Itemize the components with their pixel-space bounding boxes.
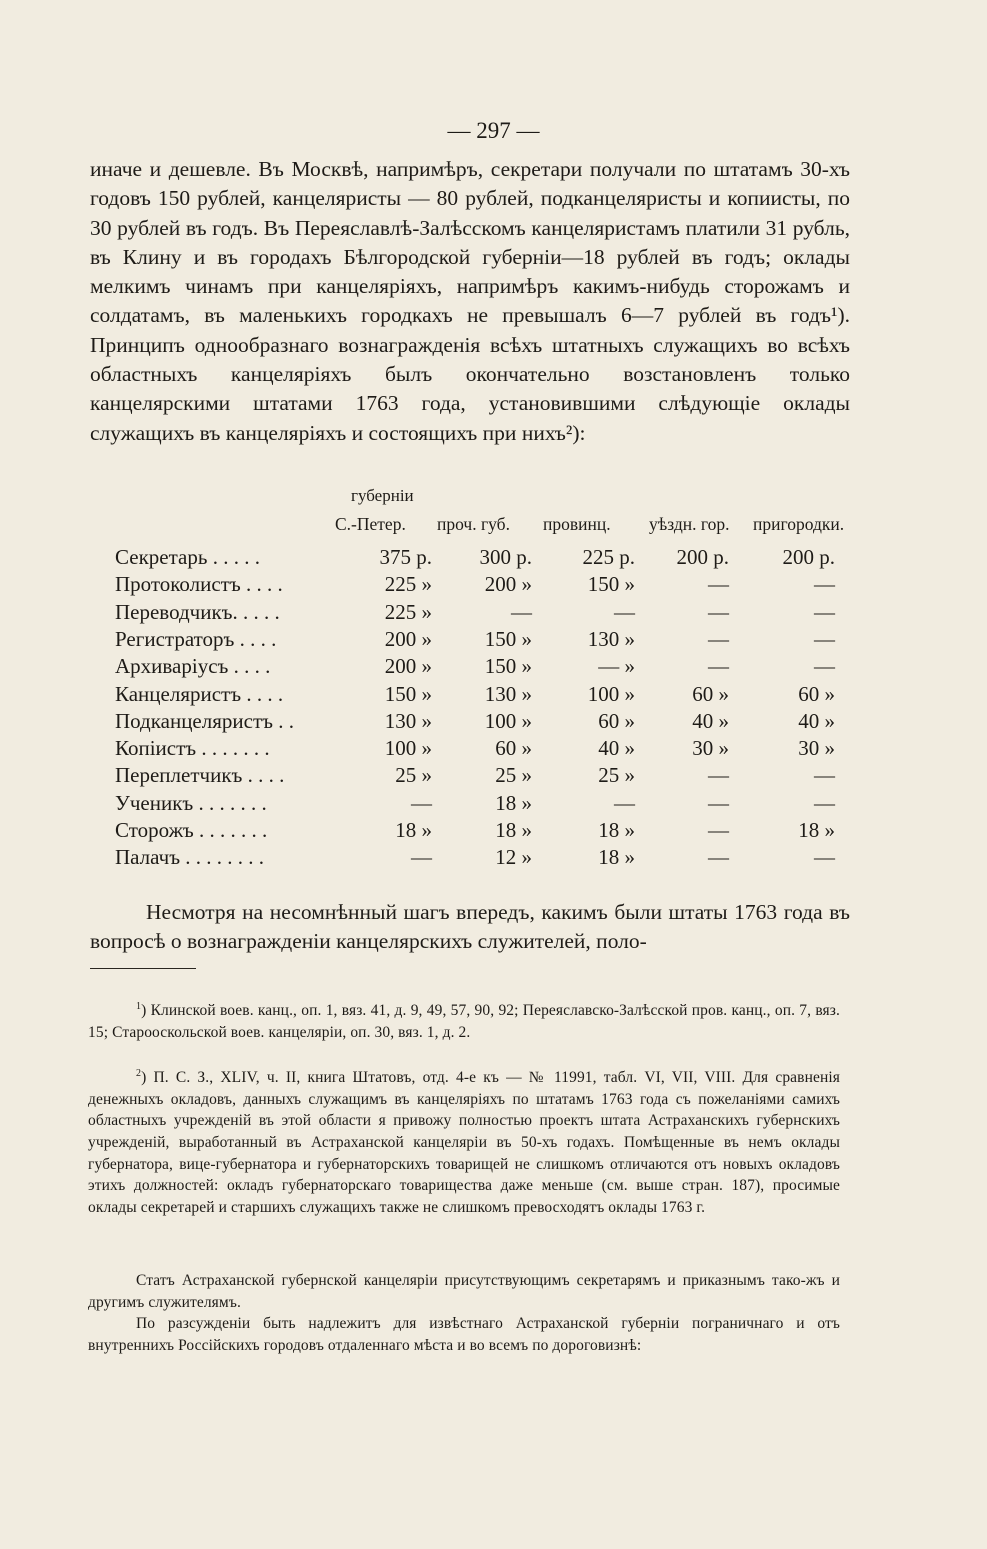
body-paragraph-1: иначе и дешевле. Въ Москвѣ, напримѣръ, секретари получали по штатамъ 30-хъ годовъ 150 рублей, канцеляристы — 80 рублей, подканцеляристы и копиисты, по 30 рублей въ годъ. Въ Переяславлѣ-Залѣсскомъ канцеляристамъ платили 31 рубль, въ Клину и въ городахъ Бѣлгородской губерніи—18 рублей въ годъ; оклады мелкимъ чинамъ при канцеляріяхъ, напримѣръ какимъ-нибудь сторожамъ и солдатамъ, въ маленькихъ городкахъ не превышалъ 6—7 рублей въ годъ¹). Принципъ однообразнаго вознагражденія всѣхъ штатныхъ служащихъ во всѣхъ областныхъ канцеляріяхъ былъ окончательно возстановленъ только канцелярскими штатами 1763 года, установившими слѣдующіе оклады служащихъ въ канцеляріяхъ и состоящихъ при нихъ²):: [90, 157, 850, 445]
page-number: — 297 —: [447, 118, 540, 143]
table-cell: 300 р.: [479, 545, 532, 569]
table-cell: 18 »: [495, 818, 532, 842]
column-header: проч. губ.: [437, 514, 510, 534]
table-cell: —: [814, 763, 835, 788]
table-cell: — »: [598, 654, 635, 679]
table-cell: —: [708, 845, 729, 870]
table-cell: 40 »: [798, 708, 835, 733]
row-label: Секретарь . . . . .: [115, 545, 260, 569]
table-cell: —: [708, 763, 729, 788]
table-cell: 130 »: [384, 708, 432, 733]
footnote-text: ) П. С. З., XLIV, ч. II, книга Штатовъ, отд. 4-е къ — № 11991, табл. VI, VII, VIII. Для сравненія денежныхъ окладовъ, данныхъ служащимъ въ канцеляріяхъ по штатамъ 1763 года съ пожеланіями самихъ областныхъ учрежденій въ этой области я привожу полностью проектъ штата Астраханскихъ губернскихъ учрежденій, выработанный въ Астраханской канцеляріи въ 50-хъ годахъ. Помѣщенные въ немъ оклады губернатора, вице-губернатора и губернаторскихъ товарищей не слишкомъ отличаются отъ новыхъ окладовъ этихъ должностей: окладъ губернаторскаго товарищества даже меньше (см. выше стран. 187), просимые оклады секретарей и старшихъ служащихъ также не слишкомъ превосходятъ оклады 1763 г.: [88, 1069, 840, 1216]
row-label: Палачъ . . . . . . . .: [115, 845, 265, 870]
row-label: Подканцеляристъ . .: [115, 708, 294, 733]
footnote-1: [88, 996, 840, 1043]
table-cell: 225 р.: [582, 545, 635, 569]
table-cell: —: [411, 845, 432, 870]
row-label: Архиваріусъ . . . .: [115, 654, 271, 679]
row-label: Протоколистъ . . . .: [115, 572, 283, 597]
table-cell: —: [708, 572, 729, 597]
table-cell: —: [814, 790, 835, 815]
row-label: Сторожъ . . . . . . .: [115, 818, 268, 842]
table-cell: 150 »: [384, 681, 432, 706]
table-cell: 200 »: [384, 654, 432, 679]
table-cell: 130 »: [587, 626, 635, 651]
table-cell: 200 »: [384, 626, 432, 651]
table-cell: 60 »: [798, 681, 835, 706]
table-cell: 200 р.: [676, 545, 729, 569]
table-cell: 18 »: [598, 818, 635, 842]
table-cell: 130 »: [484, 681, 532, 706]
table-cell: 60 »: [598, 708, 635, 733]
table-row: [95, 791, 865, 818]
table-row: [95, 709, 865, 736]
table-cell: 18 »: [495, 790, 532, 815]
table-row: [95, 763, 865, 790]
row-label: Ученикъ . . . . . . .: [115, 790, 267, 815]
row-label: Копіистъ . . . . . . .: [115, 736, 270, 761]
table-cell: 40 »: [598, 736, 635, 761]
row-label: Канцеляристъ . . . .: [115, 681, 284, 706]
footnote-3: Статъ Астраханской губернской канцеляріи присутствующимъ секретарямъ и приказнымъ тако-жъ и другимъ служителямъ.: [88, 1272, 840, 1311]
table-cell: 225 »: [384, 599, 432, 624]
body-paragraph-2: Несмотря на несомнѣнный шагъ впередъ, какимъ были штаты 1763 года въ вопросѣ о вознагражденіи канцелярскихъ служителей, поло-: [90, 900, 850, 954]
footnote-mark: 2: [136, 1068, 142, 1079]
table-cell: 225 »: [384, 572, 432, 597]
table-row: [95, 627, 865, 654]
table-row: [95, 818, 865, 845]
table-cell: 100 »: [587, 681, 635, 706]
table-cell: —: [708, 790, 729, 815]
table-row: [95, 654, 865, 681]
salary-table: [95, 486, 865, 870]
table-cell: —: [708, 654, 729, 679]
table-cell: —: [511, 599, 532, 624]
group-header-label: губерніи: [351, 486, 414, 505]
table-cell: 25 »: [395, 763, 432, 788]
table-cell: 375 р.: [379, 545, 432, 569]
table-row: [95, 736, 865, 763]
table-cell: 30 »: [692, 736, 729, 761]
table-row: [95, 572, 865, 599]
footnote-2: [88, 1063, 840, 1218]
row-label: Переплетчикъ . . . .: [115, 763, 285, 788]
column-header: пригородки.: [753, 514, 845, 534]
table-cell: 25 »: [495, 763, 532, 788]
table-cell: 200 »: [484, 572, 532, 597]
table-cell: —: [708, 818, 729, 842]
table-row: [95, 845, 865, 872]
table-cell: 60 »: [495, 736, 532, 761]
table-row: [95, 600, 865, 627]
table-cell: —: [814, 845, 835, 870]
table-cell: —: [708, 599, 729, 624]
table-cell: 60 »: [692, 681, 729, 706]
table-row: [95, 682, 865, 709]
table-cell: 150 »: [484, 654, 532, 679]
table-cell: 18 »: [798, 818, 835, 842]
table-cell: —: [814, 654, 835, 679]
table-cell: 18 »: [395, 818, 432, 842]
table-row: [95, 545, 865, 572]
table-cell: 30 »: [798, 736, 835, 761]
column-header: С.-Петер.: [335, 514, 406, 534]
table-cell: —: [814, 599, 835, 624]
footnote-mark: 1: [136, 1001, 142, 1012]
footnote-divider: [90, 968, 196, 969]
table-cell: 100 »: [484, 708, 532, 733]
column-header: провинц.: [543, 514, 611, 534]
column-header: уѣздн. гор.: [649, 514, 730, 534]
table-cell: —: [814, 572, 835, 597]
table-cell: —: [708, 626, 729, 651]
table-cell: 18 »: [598, 845, 635, 870]
table-cell: 150 »: [484, 626, 532, 651]
footnote-text: ) Клинской воев. канц., оп. 1, вяз. 41, д. 9, 49, 57, 90, 92; Переяславско-Залѣсской пров. канц., оп. 7, вяз. 15; Старооскольской воев. канцеляріи, оп. 30, вяз. 1, д. 2.: [88, 1002, 840, 1041]
row-label: Переводчикъ. . . . .: [115, 599, 280, 624]
table-cell: 25 »: [598, 763, 635, 788]
table-cell: —: [411, 790, 432, 815]
table-cell: —: [614, 599, 635, 624]
table-cell: —: [814, 626, 835, 651]
table-cell: 200 р.: [782, 545, 835, 569]
table-cell: 12 »: [495, 845, 532, 870]
footnote-4: По разсужденіи быть надлежитъ для извѣстнаго Астраханской губерніи пограничнаго и отъ внутреннихъ Россійскихъ городовъ отдаленнаго мѣста и во всемъ по дороговизнѣ:: [88, 1315, 840, 1354]
table-cell: 100 »: [384, 736, 432, 761]
table-cell: 40 »: [692, 708, 729, 733]
table-cell: 150 »: [587, 572, 635, 597]
row-label: Регистраторъ . . . .: [115, 626, 277, 651]
table-cell: —: [614, 790, 635, 815]
